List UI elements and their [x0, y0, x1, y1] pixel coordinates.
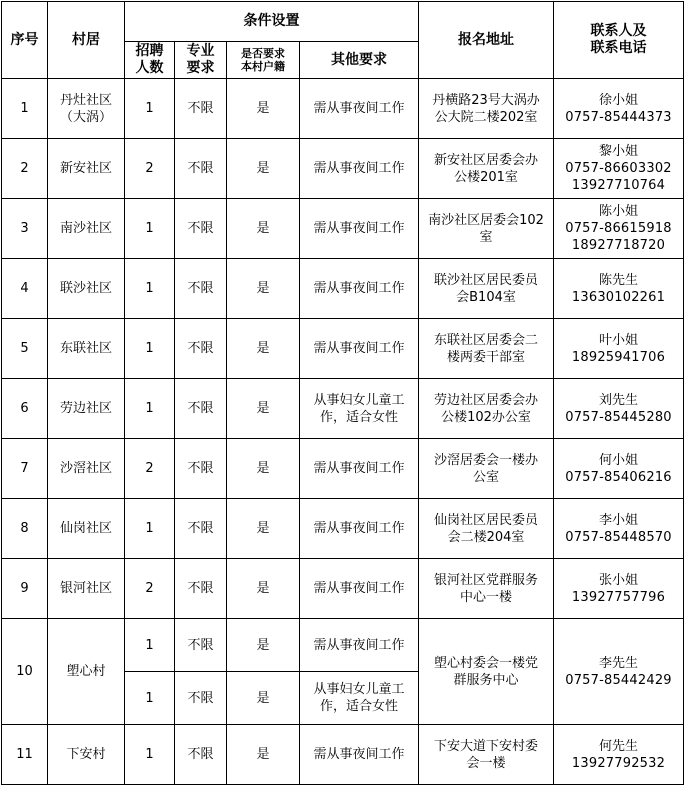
- village-line1: 劳边社区: [59, 401, 112, 416]
- contact-name: 陈小姐: [598, 204, 638, 219]
- cell-village: [48, 79, 125, 139]
- header-major-line1: 专业: [186, 43, 215, 59]
- cell-hukou: [227, 379, 300, 439]
- cell-seq: [2, 319, 48, 379]
- header-major: [175, 42, 227, 79]
- cell-other: [300, 499, 419, 559]
- cell-other: [300, 319, 419, 379]
- address-line1: 丹横路23号大涡办: [432, 92, 540, 108]
- cell-num: [125, 139, 175, 199]
- cell-major: [175, 199, 227, 259]
- hukou-text: 是: [256, 221, 270, 236]
- cell-village: [48, 439, 125, 499]
- address-line2: 会一楼: [466, 755, 506, 771]
- cell-seq: [2, 379, 48, 439]
- cell-other: [300, 379, 419, 439]
- address-line2: 会二楼204室: [447, 529, 525, 545]
- other-line1: 需从事夜间工作: [313, 281, 405, 296]
- seq-text: 2: [20, 161, 29, 176]
- major-text: 不限: [187, 521, 214, 536]
- contact-name: 黎小姐: [598, 144, 638, 159]
- cell-num: [125, 79, 175, 139]
- cell-village: [48, 379, 125, 439]
- address-line2: 中心一楼: [459, 589, 512, 605]
- contact-name: 李先生: [598, 655, 638, 671]
- address-line2: 会B104室: [456, 289, 516, 305]
- cell-seq: 11: [2, 725, 48, 785]
- cell-hukou: [227, 439, 300, 499]
- cell-village: [48, 259, 125, 319]
- address-line2: 公楼201室: [454, 169, 518, 185]
- cell-village: 塱心村: [48, 619, 125, 725]
- seq-text: 8: [20, 521, 29, 536]
- contact-phone-2: 18927718720: [571, 238, 666, 253]
- village-line1: 新安社区: [59, 161, 112, 176]
- address-line1: 仙岗社区居民委员: [433, 512, 538, 528]
- address-line2: 公楼102办公室: [441, 409, 531, 425]
- village-line1: 沙滘社区: [59, 461, 112, 476]
- cell-hukou: 是: [227, 672, 300, 725]
- address-line1: 新安社区居委会办: [433, 152, 538, 168]
- cell-seq: [2, 79, 48, 139]
- address-line2: 公大院二楼202室: [434, 109, 538, 125]
- cell-other: 需从事夜间工作: [300, 619, 419, 672]
- recruitment-table: [1, 1, 684, 785]
- contact-phone: 0757-85444373: [565, 109, 672, 125]
- village-line1: 联沙社区: [59, 281, 112, 296]
- hukou-text: 是: [256, 581, 270, 596]
- header-seq: 序号: [2, 2, 48, 79]
- cell-major: [175, 259, 227, 319]
- contact-name: 叶小姐: [598, 332, 638, 348]
- header-other: 其他要求: [300, 42, 419, 79]
- contact-phone: 13927757796: [571, 589, 666, 605]
- table-row: [2, 79, 684, 139]
- cell-num: 1: [125, 725, 175, 785]
- cell-village: [48, 319, 125, 379]
- cell-hukou: [227, 559, 300, 619]
- hukou-text: 是: [256, 161, 270, 176]
- address-line2: 室: [479, 229, 493, 245]
- village-line1: 南沙社区: [59, 221, 112, 236]
- cell-contact: [554, 619, 684, 725]
- contact-name: 张小姐: [598, 572, 638, 588]
- cell-hukou: [227, 499, 300, 559]
- cell-major: [175, 439, 227, 499]
- other-line1: 从事妇女儿童工: [313, 682, 405, 697]
- hukou-text: 是: [256, 101, 270, 116]
- contact-name: 李小姐: [598, 512, 638, 528]
- contact-phone: 0757-86615918: [565, 221, 672, 236]
- cell-contact: [554, 559, 684, 619]
- header-hukou-line2: 本村户籍: [241, 60, 285, 73]
- cell-hukou: [227, 259, 300, 319]
- village-line1: 东联社区: [59, 341, 112, 356]
- major-text: 不限: [187, 101, 214, 116]
- cell-other: 需从事夜间工作: [300, 725, 419, 785]
- contact-phone: 0757-85442429: [565, 672, 672, 688]
- cell-contact: [554, 439, 684, 499]
- cell-seq: [2, 439, 48, 499]
- cell-village: [48, 139, 125, 199]
- cell-contact: [554, 79, 684, 139]
- cell-seq: 10: [2, 619, 48, 725]
- seq-text: 5: [20, 341, 29, 356]
- table-row: [2, 199, 684, 259]
- cell-hukou: 是: [227, 725, 300, 785]
- cell-num: 1: [125, 619, 175, 672]
- num-text: 2: [145, 461, 154, 476]
- cell-num: [125, 379, 175, 439]
- cell-village: [48, 559, 125, 619]
- cell-village: [48, 499, 125, 559]
- header-address: 报名地址: [419, 2, 554, 79]
- cell-hukou: [227, 199, 300, 259]
- cell-seq: [2, 199, 48, 259]
- cell-major: 不限: [175, 725, 227, 785]
- other-line1: 需从事夜间工作: [313, 341, 405, 356]
- cell-address: [419, 319, 554, 379]
- address-line1: 劳边社区居委会办: [433, 392, 538, 408]
- other-line1: 需从事夜间工作: [313, 101, 405, 116]
- cell-major: [175, 139, 227, 199]
- seq-text: 7: [20, 461, 29, 476]
- cell-other: [300, 199, 419, 259]
- num-text: 2: [145, 581, 154, 596]
- cell-address: [419, 619, 554, 725]
- contact-phone: 13630102261: [571, 289, 666, 305]
- address-line1: 塱心村委会一楼党: [433, 655, 538, 671]
- other-line1: 需从事夜间工作: [313, 221, 405, 236]
- seq-text: 1: [20, 101, 29, 116]
- cell-other: [300, 559, 419, 619]
- address-line2: 楼两委干部室: [446, 349, 525, 365]
- cell-num: 1: [125, 672, 175, 725]
- address-line2: 群服务中心: [453, 672, 519, 688]
- major-text: 不限: [187, 341, 214, 356]
- contact-name: 何小姐: [598, 452, 638, 468]
- cell-contact: [554, 319, 684, 379]
- header-village: 村居: [48, 2, 125, 79]
- cell-major: [175, 379, 227, 439]
- cell-other: [300, 259, 419, 319]
- seq-text: 3: [20, 221, 29, 236]
- cell-major: 不限: [175, 672, 227, 725]
- table-row: [2, 439, 684, 499]
- village-line1: 银河社区: [59, 581, 112, 596]
- contact-phone: 0757-85406216: [565, 469, 672, 485]
- table-row: [2, 259, 684, 319]
- village-line2: （大涡）: [59, 109, 112, 125]
- major-text: 不限: [187, 281, 214, 296]
- cell-major: [175, 559, 227, 619]
- contact-phone: 18925941706: [571, 349, 666, 365]
- hukou-text: 是: [256, 521, 270, 536]
- contact-name: 陈先生: [598, 272, 638, 288]
- address-line1: 银河社区党群服务: [433, 572, 538, 588]
- header-major-line2: 要求: [186, 60, 215, 76]
- cell-address: [419, 199, 554, 259]
- cell-contact: [554, 499, 684, 559]
- address-line2: 公室: [472, 469, 499, 485]
- cell-major: 不限: [175, 619, 227, 672]
- contact-name: 徐小姐: [598, 92, 638, 108]
- hukou-text: 是: [256, 401, 270, 416]
- major-text: 不限: [187, 161, 214, 176]
- cell-seq: [2, 139, 48, 199]
- address-line1: 沙滘居委会一楼办: [433, 452, 538, 468]
- table-row: [2, 379, 684, 439]
- cell-num: [125, 199, 175, 259]
- cell-contact: [554, 379, 684, 439]
- cell-address: [419, 259, 554, 319]
- cell-num: [125, 259, 175, 319]
- header-recruit-count: [125, 42, 175, 79]
- seq-text: 9: [20, 581, 29, 596]
- cell-hukou: [227, 319, 300, 379]
- table-row-11: [2, 725, 684, 785]
- table-row-10a: [2, 619, 684, 672]
- contact-phone-2: 13927710764: [571, 178, 666, 193]
- cell-address: [419, 559, 554, 619]
- num-text: 1: [145, 221, 154, 236]
- cell-contact: [554, 199, 684, 259]
- table-row: [2, 319, 684, 379]
- hukou-text: 是: [256, 461, 270, 476]
- cell-hukou: [227, 139, 300, 199]
- major-text: 不限: [187, 581, 214, 596]
- other-line2: 作，适合女性: [319, 409, 398, 425]
- cell-address: [419, 379, 554, 439]
- header-contact-line2: 联系电话: [590, 40, 647, 56]
- other-line1: 需从事夜间工作: [313, 581, 405, 596]
- cell-num: [125, 559, 175, 619]
- header-hukou: [227, 42, 300, 79]
- cell-address: [419, 499, 554, 559]
- cell-hukou: 是: [227, 619, 300, 672]
- major-text: 不限: [187, 401, 214, 416]
- other-line1: 需从事夜间工作: [313, 461, 405, 476]
- other-line2: 作，适合女性: [319, 699, 398, 714]
- cell-num: [125, 499, 175, 559]
- cell-num: [125, 319, 175, 379]
- cell-contact: [554, 259, 684, 319]
- address-line1: 南沙社区居委会102: [428, 212, 544, 228]
- hukou-text: 是: [256, 341, 270, 356]
- table-row: [2, 499, 684, 559]
- cell-major: [175, 499, 227, 559]
- header-conditions: 条件设置: [125, 2, 419, 42]
- num-text: 2: [145, 161, 154, 176]
- contact-phone: 13927792532: [571, 755, 666, 771]
- contact-phone: 0757-85445280: [565, 409, 672, 425]
- other-line1: 需从事夜间工作: [313, 521, 405, 536]
- hukou-text: 是: [256, 281, 270, 296]
- cell-address: [419, 79, 554, 139]
- contact-name: 何先生: [598, 738, 638, 754]
- address-line1: 联沙社区居民委员: [433, 272, 538, 288]
- cell-other: [300, 139, 419, 199]
- cell-num: [125, 439, 175, 499]
- cell-village: 下安村: [48, 725, 125, 785]
- table-body: [2, 79, 684, 619]
- contact-phone: 0757-85448570: [565, 529, 672, 545]
- other-line1: 需从事夜间工作: [313, 161, 405, 176]
- cell-major: [175, 319, 227, 379]
- contact-name: 刘先生: [598, 392, 638, 408]
- num-text: 1: [145, 521, 154, 536]
- num-text: 1: [145, 341, 154, 356]
- cell-seq: [2, 259, 48, 319]
- cell-contact: [554, 725, 684, 785]
- cell-village: [48, 199, 125, 259]
- cell-major: [175, 79, 227, 139]
- contact-phone: 0757-86603302: [565, 161, 672, 176]
- cell-other: [300, 79, 419, 139]
- address-line1: 东联社区居委会二: [433, 332, 538, 348]
- seq-text: 4: [20, 281, 29, 296]
- cell-other: [300, 672, 419, 725]
- num-text: 1: [145, 401, 154, 416]
- header-contact: [554, 2, 684, 79]
- cell-seq: [2, 499, 48, 559]
- seq-text: 6: [20, 401, 29, 416]
- header-row-1: [2, 2, 684, 42]
- cell-contact: [554, 139, 684, 199]
- header-hukou-line1: 是否要求: [241, 47, 285, 60]
- major-text: 不限: [187, 461, 214, 476]
- cell-seq: [2, 559, 48, 619]
- other-line1: 从事妇女儿童工: [313, 392, 405, 408]
- num-text: 1: [145, 101, 154, 116]
- num-text: 1: [145, 281, 154, 296]
- header-contact-line1: 联系人及: [590, 23, 647, 39]
- cell-address: [419, 139, 554, 199]
- village-line1: 丹灶社区: [59, 92, 112, 108]
- header-recruit-line2: 人数: [135, 60, 164, 76]
- cell-address: [419, 725, 554, 785]
- table-row: [2, 139, 684, 199]
- village-line1: 仙岗社区: [59, 521, 112, 536]
- cell-other: [300, 439, 419, 499]
- table-row: [2, 559, 684, 619]
- header-recruit-line1: 招聘: [135, 43, 164, 59]
- address-line1: 下安大道下安村委: [433, 738, 538, 754]
- major-text: 不限: [187, 221, 214, 236]
- cell-address: [419, 439, 554, 499]
- cell-hukou: [227, 79, 300, 139]
